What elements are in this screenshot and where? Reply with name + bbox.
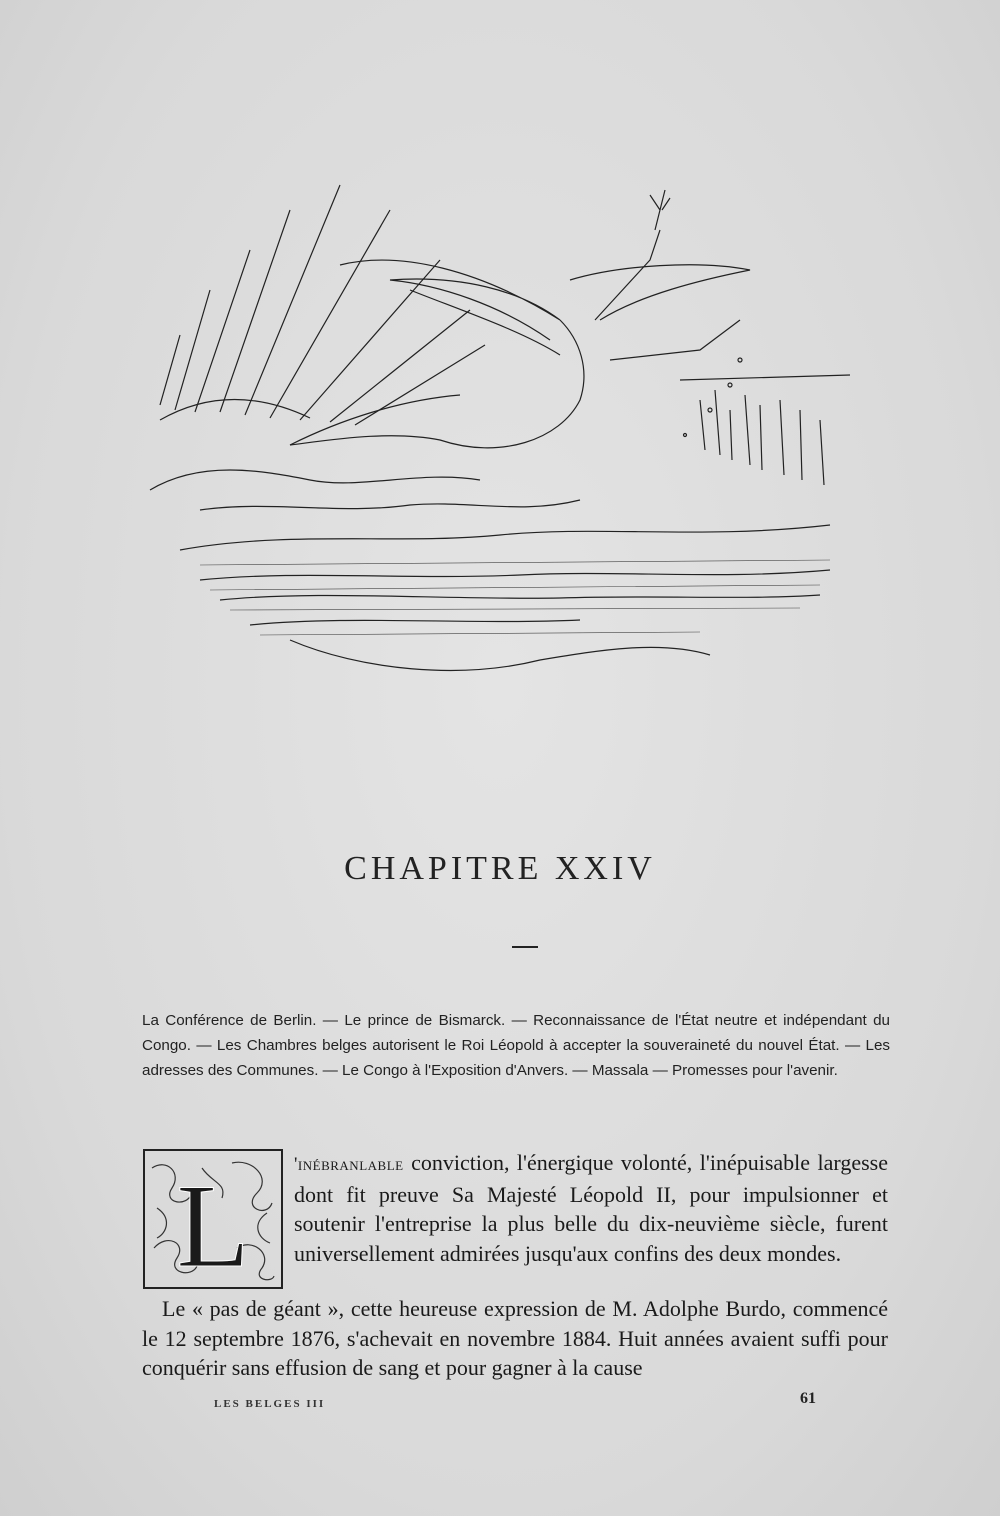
opening-smallcaps: 'inébranlable [294, 1154, 404, 1175]
page-number: 61 [800, 1390, 816, 1407]
chapter-title: CHAPITRE XXIV [344, 850, 656, 887]
opening-paragraph [294, 1148, 888, 1268]
second-paragraph: Le « pas de géant », cette heureuse expression de M. Adolphe Burdo, commencé le 12 septembre 1876, s'achevait en novembre 1884. Huit années avaient suffi pour conquérir sans effusion de sang et pour gagner à la cause [142, 1296, 888, 1380]
dropcap-letter: L [176, 1159, 250, 1290]
title-rule [512, 946, 538, 948]
chapter-summary: La Conférence de Berlin. — Le prince de Bismarck. — Reconnaissance de l'État neutre et indépendant du Congo. — Les Chambres belges autorisent le Roi Léopold à accepter la souveraineté du nouvel État. — Les adresses des Communes. — Le Congo à l'Exposition d'Anvers. — Massala — Promesses pour l'avenir. [142, 1012, 890, 1079]
angel-with-torch-illustration [140, 170, 870, 700]
opening-text: conviction, l'énergique volonté, l'inépuisable largesse dont fit preuve Sa Majesté Léopold II, pour impulsionner et soutenir l'entreprise la plus belle du dix-neuvième siècle, furent universellement admirées jusqu'aux confins des deux mondes. [294, 1150, 888, 1266]
signature-mark: LES BELGES III [214, 1398, 326, 1410]
ornamental-dropcap [142, 1148, 284, 1290]
